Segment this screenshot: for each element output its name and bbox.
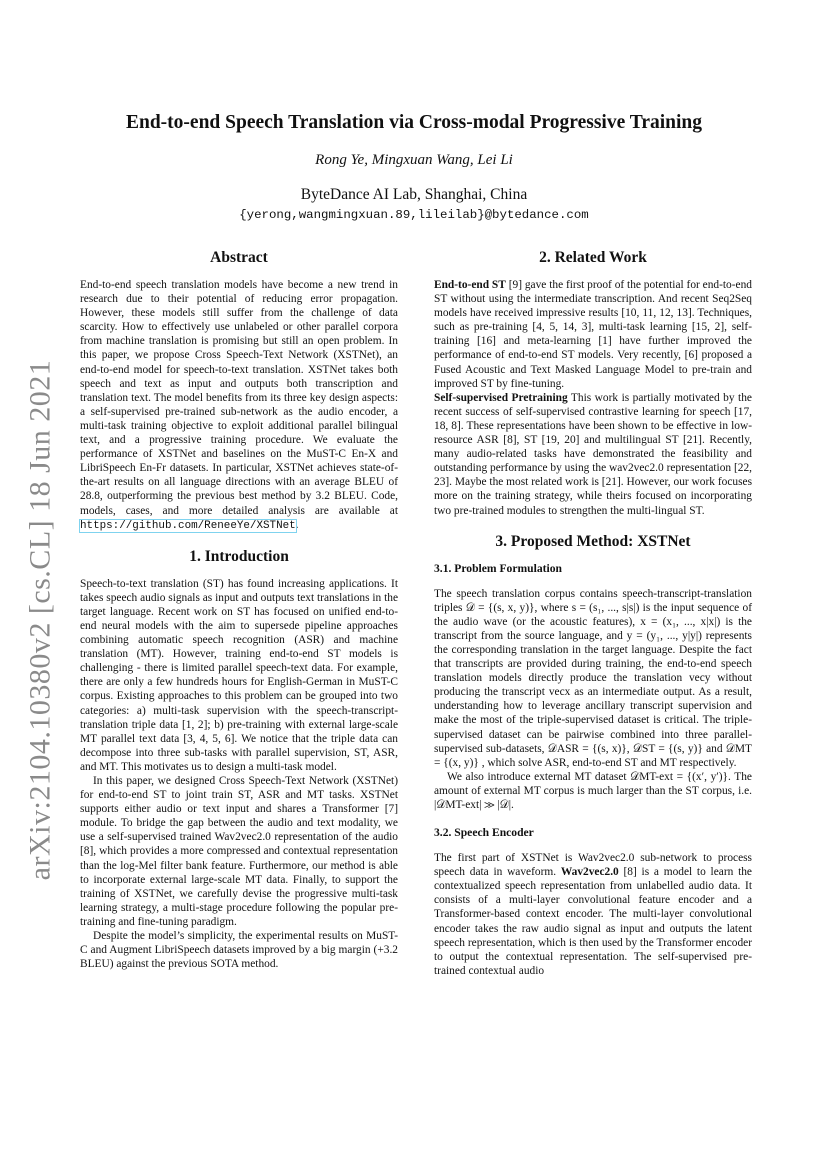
abstract-heading: Abstract (210, 249, 268, 266)
introduction-paragraph-1: Speech-to-text translation (ST) has found increasing applications. It takes speech audio signals as input and outputs text translations in the target language. Recent work on ST has focused on unified end-to-end neural models with the aim to supersede pipeline approaches combining automatic speech recognition (ASR) and machine translation (MT). However, training end-to-end ST models is challenging - there is limited parallel speech-text data. For example, there are only a few hundreds hours for English-German in MuST-C corpus. Existing approaches to this problem can be grouped into two categories: a) multi-task supervision with the speech-transcript-translation triple data [1, 2]; b) pre-training with external large-scale MT parallel text data [3, 4, 5, 6]. We notice that the triple data can decompose into three sub-tasks with parallel supervision, ST, ASR, and MT. This motivates us to design a multi-task model. (80, 577, 398, 773)
speech-encoder-heading: 3.2. Speech Encoder (434, 826, 534, 840)
abstract-body: End-to-end speech translation models have become a new trend in research due to their potential of reducing error propagation. However, these models still suffer from the challenge of data scarcity. How to effectively use unlabeled or other parallel corpora from machine translation is promising but still an open problem. In this paper, we propose Cross Speech-Text Network (XSTNet), an end-to-end model for speech-to-text translation. XSTNet takes both speech and text as input and outputs both transcription and translation text. The model benefits from its three key design aspects: a self-supervised pre-trained sub-network as the audio encoder, a multi-task training objective to exploit additional parallel bilingual text, and a progressive training procedure. We evaluate the performance of XSTNet and baselines on the MuST-C En-X and LibriSpeech En-Fr datasets. In particular, XSTNet achieves state-of-the-art results on all language directions with an average BLEU of 28.8, outperforming the previous best method by 3.2 BLEU. Code, models, cases, and more detailed analysis are available at (80, 279, 398, 517)
introduction-heading: 1. Introduction (189, 547, 289, 565)
related-work-lead-2: Self-supervised Pretraining (434, 391, 568, 404)
left-column (80, 248, 398, 971)
problem-formulation-heading: 3.1. Problem Formulation (434, 561, 562, 575)
paper-affiliation: ByteDance AI Lab, Shanghai, China (300, 186, 528, 203)
speech-encoder-lead: Wav2vec2.0 (560, 866, 619, 879)
abstract-text (80, 278, 398, 533)
related-work-paragraph-2 (434, 391, 752, 518)
abstract-link-tail: . (295, 518, 299, 531)
right-column (434, 248, 752, 978)
problem-formulation-paragraph-1: The speech translation corpus contains speech-transcript-translation triples 𝒟 = {(s, x, y)}, where s = (s₁, ..., s|s|) is the input sequence of the audio wave (or the acoustic features), x = (x₁, ..., x|x|) is the transcript from the source language, and y = (y₁, ..., y|y|) represents the corresponding translation in the target language. Despite the fact that transcripts are provided during training, the end-to-end speech translation models directly produce the translation vecy without producing the transcript vecx as an intermediate output. As a result, understanding how to leverage ancillary transcript supervision and make the most of the triple-supervised dataset is critical. The triple-supervised dataset can be pairwise combined into three parallel-supervised sub-datasets, 𝒟ASR = {(s, x)}, 𝒟ST = {(s, y)} and 𝒟MT = {(x, y)} , which solve ASR, end-to-end ST and MT respectively. (434, 587, 752, 769)
related-work-paragraph-1 (434, 278, 752, 391)
paper-title: End-to-end Speech Translation via Cross-modal Progressive Training (125, 112, 703, 133)
method-heading: 3. Proposed Method: XSTNet (495, 532, 691, 550)
related-work-body-1: [9] gave the first proof of the potential for end-to-end ST without using the intermediate transcription. And recent Seq2Seq models have received impressive results [10, 11, 12, 13]. Techniques, such as pre-training [4, 5, 14, 3], multi-task learning [15, 2], self-training [16] and meta-learning [1] have further improved the performance of end-to-end ST models. Very recently, [6] proposed a Fused Acoustic and Text Masked Language Model to pre-train and improved ST by fine-tuning. (434, 279, 752, 390)
paper-authors: Rong Ye, Mingxuan Wang, Lei Li (315, 152, 513, 168)
speech-encoder-paragraph (434, 851, 752, 978)
speech-encoder-body-a: The first part of XSTNet is Wav2vec2.0 sub-network to process speech data in waveform. (434, 852, 752, 879)
related-work-body-2: This work is partially motivated by the recent success of self-supervised contrastive learning for speech [17, 18, 8]. These representations have been shown to be effective in low-resource ASR [8], ST [19, 20] and multilingual ST [21]. Recently, many audio-related tasks have demonstrated the feasibility and outstanding performance by using the wav2vec2.0 representation [22, 23]. Maybe the most related work is [21]. However, our work focuses more on the training strategy, while theirs focused on incorporating two pre-trained modules to strengthen the multi-lingual ST. (434, 391, 752, 517)
arxiv-identifier-text: arXiv:2104.10380v2 [cs.CL] 18 Jun 2021 (23, 359, 56, 881)
speech-encoder-body-b: [8] is a model to learn the contextualized speech representation from unlabelled audio data. It consists of a multi-layer convolutional feature encoder and a Transformer-based context encoder. The multi-layer convolutional encoder takes the raw audio signal as input and outputs the latent speech representation, which is then used by the Transformer encoder to output the contextual representation. The self-supervised pre-trained contextual audio (434, 866, 752, 977)
code-link[interactable]: https://github.com/ReneeYe/XSTNet (80, 519, 296, 532)
introduction-paragraph-3: Despite the model’s simplicity, the experimental results on MuST-C and Augment LibriSpeech datasets improved by a big margin (+3.2 BLEU) against the previous SOTA method. (80, 930, 398, 971)
arxiv-side-identifier (18, 340, 62, 900)
paper-email: {yerong,wangmingxuan.89,lileilab}@bytedance.com (239, 208, 589, 222)
related-work-lead-1: End-to-end ST (434, 279, 506, 291)
introduction-paragraph-2: In this paper, we designed Cross Speech-Text Network (XSTNet) for end-to-end ST to joint train ST, ASR and MT tasks. XSTNet supports either audio or text input and shares a Transformer [7] module. To bridge the gap between the audio and text modality, we use a self-supervised trained Wav2vec2.0 representation of the audio [8], which provides a more compressed and contextual representation than the log-Mel filter bank feature. Furthermore, our method is able to incorporate external large-scale MT data. Finally, to support the training of XSTNet, we carefully devise the progressive multi-task learning strategy, a multi-stage procedure following the popular pre-training and fine-tuning paradigm. (80, 775, 398, 928)
related-work-heading: 2. Related Work (539, 249, 647, 266)
problem-formulation-paragraph-2: We also introduce external MT dataset 𝒟MT-ext = {(x′, y′)}. The amount of external MT corpus is much larger than the ST corpus, i.e. |𝒟MT-ext| ≫ |𝒟|. (434, 770, 752, 811)
